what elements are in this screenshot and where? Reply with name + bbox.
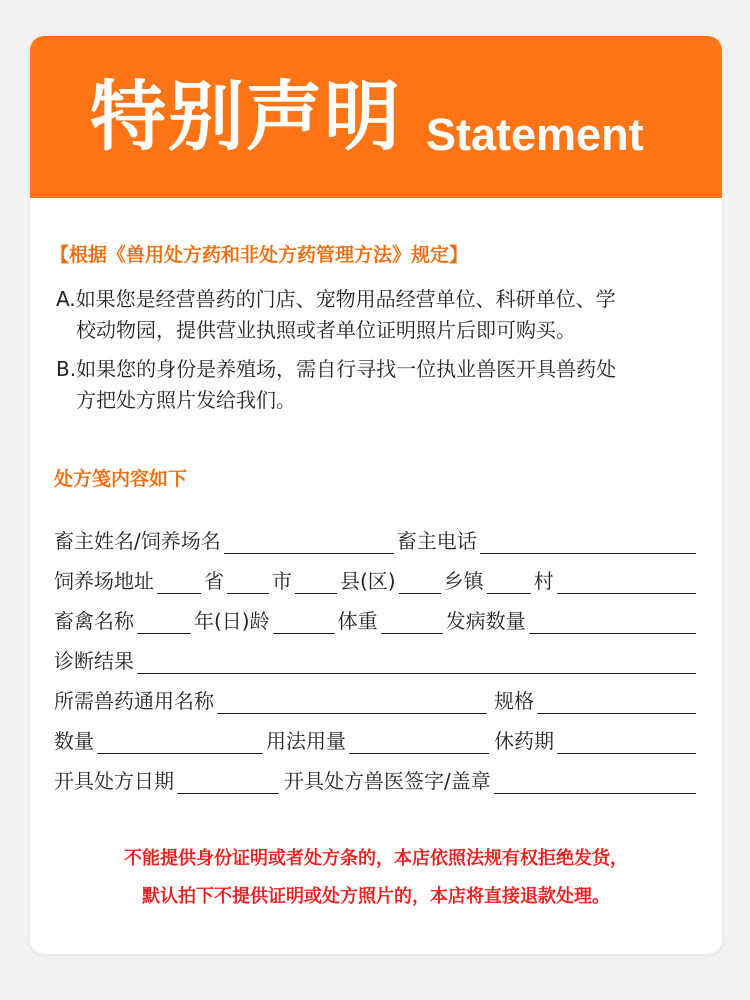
date-label: 开具处方日期 [54,769,174,793]
owner-name-label: 畜主姓名/饲养场名 [54,529,221,553]
county-field[interactable] [295,569,337,594]
item-b-line-1: B.如果您的身份是养殖场，需自行寻找一位执业兽医开具兽药处 [56,357,617,381]
province-field[interactable] [157,569,201,594]
usage-field[interactable] [349,729,489,754]
drug-name-field[interactable] [217,689,487,714]
owner-phone-label: 畜主电话 [396,529,477,553]
diagnosis-field[interactable] [137,649,696,674]
spec-label: 规格 [494,689,534,713]
age-label: 年(日)龄 [194,609,270,633]
usage-label: 用法用量 [266,729,346,753]
form-row-date [54,754,696,794]
city-label: 市 [272,569,292,593]
sick-count-field[interactable] [529,609,696,634]
form-row-address [54,554,696,594]
weight-field[interactable] [381,609,443,634]
county-label: 县(区) [340,569,396,593]
animal-name-field[interactable] [137,609,191,634]
date-field[interactable] [177,769,279,794]
drug-name-label: 所需兽药通用名称 [54,689,214,713]
quantity-label: 数量 [54,729,94,753]
farm-address-label: 饲养场地址 [54,569,154,593]
statement-card [30,36,722,954]
city-field[interactable] [227,569,269,594]
warning-line-2: 默认拍下不提供证明或处方照片的，本店将直接退款处理。 [142,886,610,907]
form-row-animal [54,594,696,634]
form-row-quantity [54,714,696,754]
province-label: 省 [204,569,224,593]
prescription-form [54,514,696,794]
animal-name-label: 畜禽名称 [54,609,134,633]
regulation-title: 【根据《兽用处方药和非处方药管理方法》规定】 [50,244,469,266]
vet-sign-label: 开具处方兽医签字/盖章 [284,769,491,793]
diagnosis-label: 诊断结果 [54,649,134,673]
item-b-line-2: 方把处方照片发给我们。 [76,388,296,412]
quantity-field[interactable] [97,729,263,754]
warning-line-1: 不能提供身份证明或者处方条的，本店依照法规有权拒绝发货， [124,848,628,869]
vet-sign-field[interactable] [494,769,696,794]
form-row-owner [54,514,696,554]
owner-name-field[interactable] [224,529,394,554]
village-field[interactable] [487,569,531,594]
item-a [56,284,706,346]
weight-label: 体重 [337,609,378,633]
header-banner [30,36,722,198]
item-a-line-1: A.如果您是经营兽药的门店、宠物用品经营单位、科研单位、学 [56,287,616,311]
spec-field[interactable] [537,689,696,714]
owner-phone-field[interactable] [480,529,696,554]
item-b [56,354,706,416]
form-row-drug [54,674,696,714]
form-row-diagnosis [54,634,696,674]
village-extra-field[interactable] [557,569,696,594]
prescription-title: 处方笺内容如下 [54,468,188,490]
title-english: Statement [426,109,644,160]
sick-count-label: 发病数量 [445,609,526,633]
withdrawal-field[interactable] [557,729,696,754]
village-label: 村 [533,569,554,593]
town-field[interactable] [399,569,441,594]
item-a-line-2: 校动物园，提供营业执照或者单位证明照片后即可购买。 [76,318,576,342]
title-chinese: 特别声明 [90,72,402,161]
withdrawal-label: 休药期 [494,729,554,753]
age-field[interactable] [273,609,335,634]
town-label: 乡镇 [443,569,484,593]
